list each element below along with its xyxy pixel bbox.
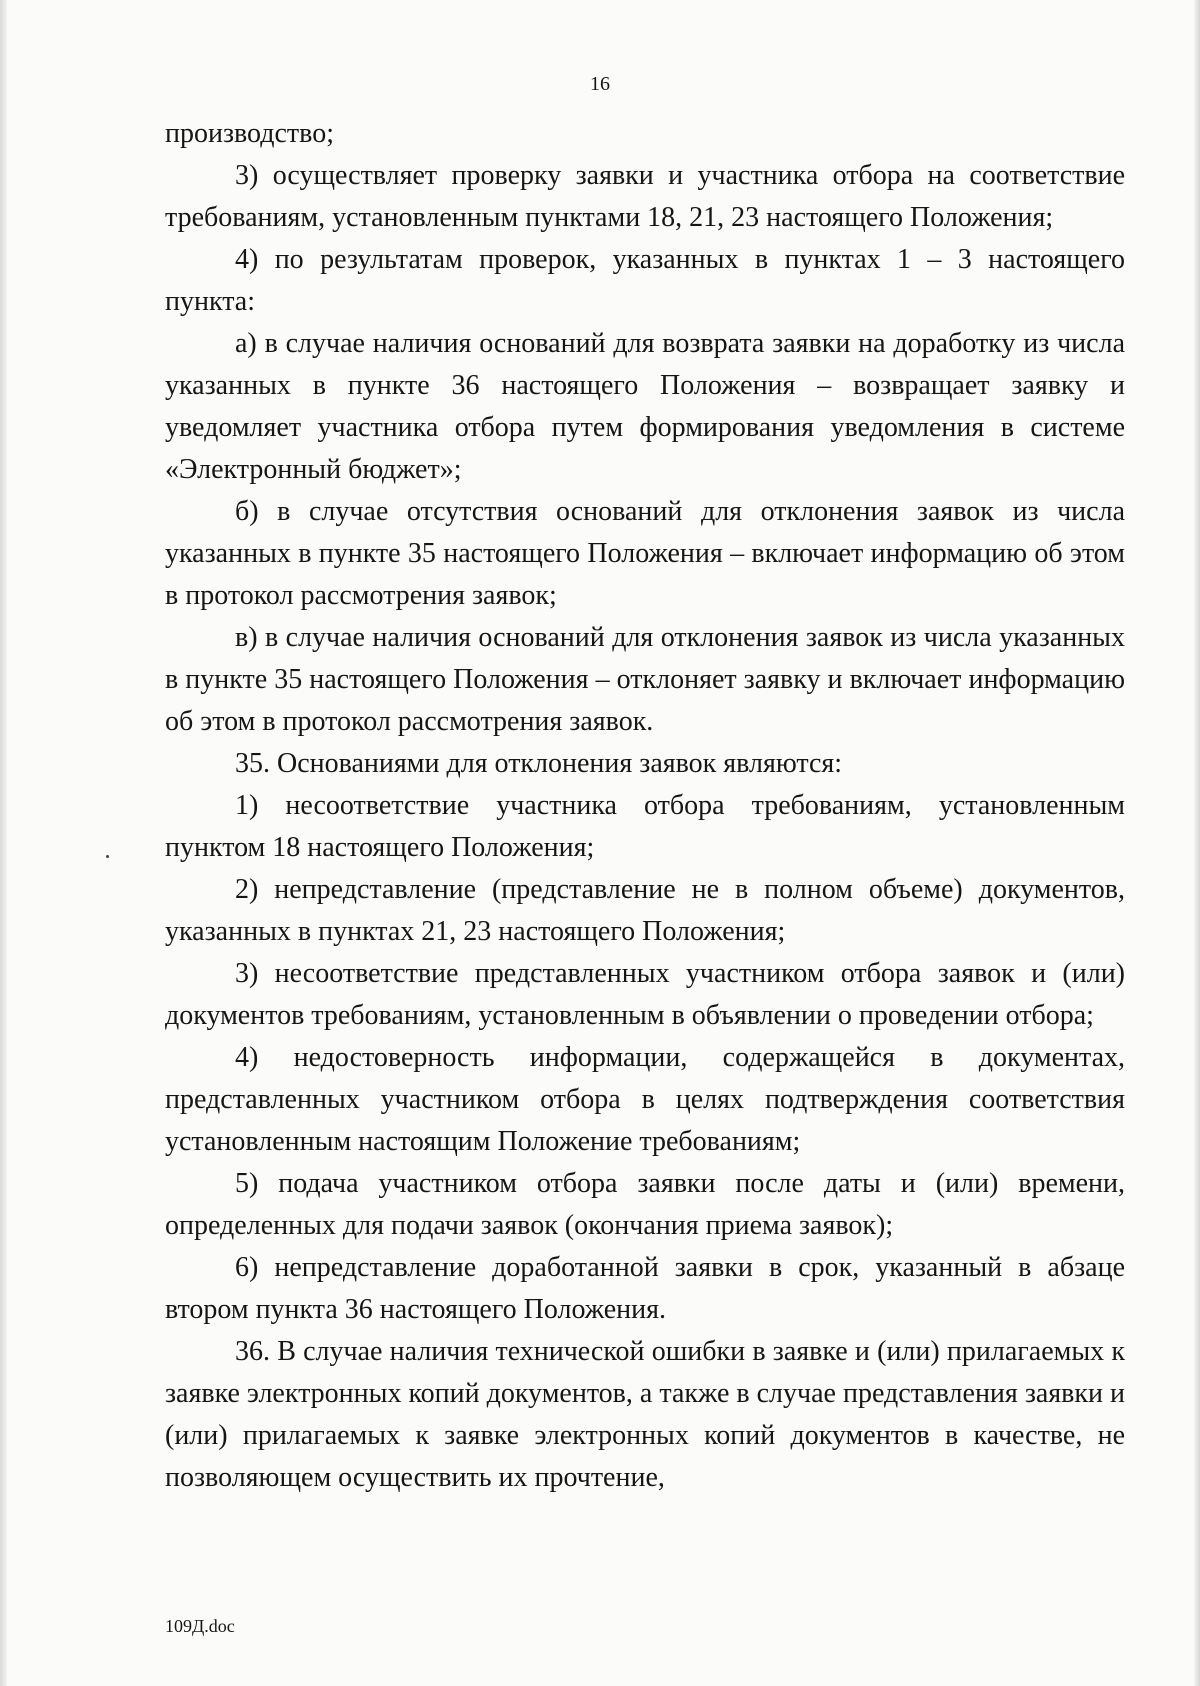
paragraph-35-item-1: 1) несоответствие участника отбора требованиям, установленным пунктом 18 настоящего Положения;	[165, 790, 1125, 863]
paragraph-35-item-2: 2) непредставление (представление не в полном объеме) документов, указанных в пунктах 21, 23 настоящего Положения;	[165, 874, 1125, 947]
paragraph-item-3: 3) осуществляет проверку заявки и участника отбора на соответствие требованиям, установленным пунктами 18, 21, 23 настоящего Положения;	[165, 160, 1125, 233]
scan-edge-right	[1194, 0, 1200, 1686]
paragraph-section-36: 36. В случае наличия технической ошибки в заявке и (или) прилагаемых к заявке электронных копий документов, а также в случае представления заявки и (или) прилагаемых к заявке электронных копий документов в качестве, не позволяющем осуществить их прочтение,	[165, 1336, 1125, 1493]
paragraph-subitem-a: а) в случае наличия оснований для возврата заявки на доработку из числа указанных в пункте 36 настоящего Положения – возвращает заявку и уведомляет участника отбора путем формирования уведомления в системе «Электронный бюджет»;	[165, 328, 1125, 485]
scan-edge-left	[0, 0, 7, 1686]
paragraph-35-item-6: 6) непредставление доработанной заявки в срок, указанный в абзаце втором пункта 36 настоящего Положения.	[165, 1252, 1125, 1325]
page-number: 16	[590, 73, 610, 95]
paragraph-item-4: 4) по результатам проверок, указанных в пунктах 1 – 3 настоящего пункта:	[165, 244, 1125, 317]
document-body	[165, 113, 1125, 1499]
paragraph-35-item-4: 4) недостоверность информации, содержащейся в документах, представленных участником отбора в целях подтверждения соответствия установленным настоящим Положение требованиям;	[165, 1042, 1125, 1157]
paragraph-continuation: производство;	[165, 118, 334, 149]
scan-speck	[106, 855, 109, 858]
paragraph-35-item-5: 5) подача участником отбора заявки после даты и (или) времени, определенных для подачи заявок (окончания приема заявок);	[165, 1168, 1125, 1241]
paragraph-subitem-b: б) в случае отсутствия оснований для отклонения заявок из числа указанных в пункте 35 настоящего Положения – включает информацию об этом в протокол рассмотрения заявок;	[165, 496, 1125, 611]
footer-filename: 109Д.doc	[165, 1616, 235, 1636]
paragraph-section-35: 35. Основаниями для отклонения заявок являются:	[235, 748, 843, 779]
paragraph-35-item-3: 3) несоответствие представленных участником отбора заявок и (или) документов требованиям, установленным в объявлении о проведении отбора;	[165, 958, 1125, 1031]
paragraph-subitem-v: в) в случае наличия оснований для отклонения заявок из числа указанных в пункте 35 настоящего Положения – отклоняет заявку и включает информацию об этом в протокол рассмотрения заявок.	[165, 622, 1125, 737]
